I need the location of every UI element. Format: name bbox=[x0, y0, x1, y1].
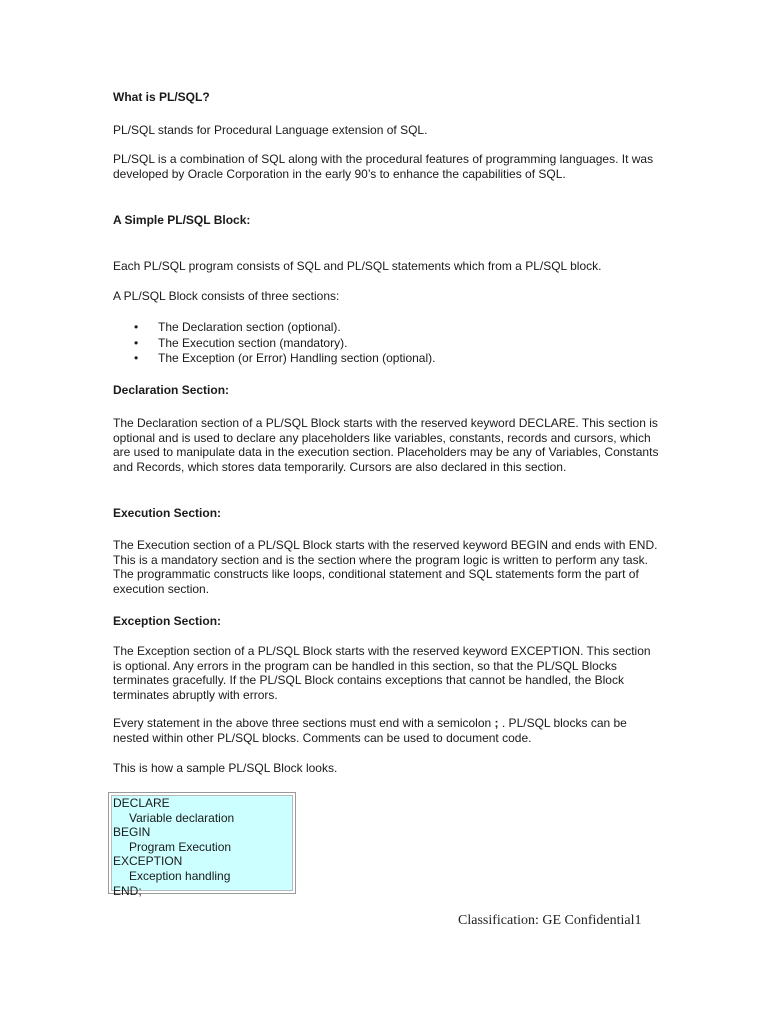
semicolon-symbol: ; bbox=[494, 716, 499, 730]
code-line-exception-handling: Exception handling bbox=[129, 868, 231, 883]
list-item-label: The Exception (or Error) Handling section (optional). bbox=[158, 351, 436, 365]
list-item-label: The Declaration section (optional). bbox=[158, 320, 341, 334]
paragraph-execution: The Execution section of a PL/SQL Block starts with the reserved keyword BEGIN and ends with END. This is a mandatory section and is the section where the program logic is written to perform any task. The programmatic constructs like loops, conditional statement and SQL statements form the part of execution section. bbox=[113, 538, 658, 596]
semicolon-text-after: . PL/SQL blocks can be nested within other PL/SQL blocks. Comments can be used to document code. bbox=[113, 716, 627, 745]
bullet-icon: • bbox=[134, 320, 139, 334]
heading-what-is-plsql: What is PL/SQL? bbox=[113, 90, 210, 104]
sections-bullet-list bbox=[113, 320, 661, 367]
code-line-program-execution: Program Execution bbox=[129, 839, 232, 854]
paragraph-declaration: The Declaration section of a PL/SQL Block starts with the reserved keyword DECLARE. This section is optional and is used to declare any placeholders like variables, constants, records and cursors, which are used to manipulate data in the execution section. Placeholders may be any of Variables, Constants and Records, which stores data temporarily. Cursors are also declared in this section. bbox=[113, 416, 659, 474]
paragraph-sample-block: This is how a sample PL/SQL Block looks. bbox=[113, 761, 338, 775]
semicolon-text-before: Every statement in the above three sections must end with a semicolon bbox=[113, 716, 492, 730]
paragraph-each-program: Each PL/SQL program consists of SQL and PL/SQL statements which from a PL/SQL block. bbox=[113, 259, 602, 273]
list-item bbox=[113, 320, 661, 336]
paragraph-exception: The Exception section of a PL/SQL Block starts with the reserved keyword EXCEPTION. This section is optional. Any errors in the program can be handled in this section, so that the PL/SQL Blocks terminates gracefully. If the PL/SQL Block contains exceptions that cannot be handled, the Block terminates abruptly with errors. bbox=[113, 644, 651, 702]
heading-exception-section: Exception Section: bbox=[113, 614, 222, 628]
footer-classification: Classification: GE Confidential1 bbox=[458, 913, 642, 928]
paragraph-plsql-stands-for: PL/SQL stands for Procedural Language extension of SQL. bbox=[113, 123, 428, 137]
code-line-variable-declaration: Variable declaration bbox=[129, 810, 235, 825]
list-item bbox=[113, 351, 661, 367]
heading-declaration-section: Declaration Section: bbox=[113, 383, 230, 397]
code-line-end: END; bbox=[113, 883, 142, 898]
paragraph-plsql-combination: PL/SQL is a combination of SQL along with the procedural features of programming languages. It was developed by Oracle Corporation in the early 90’s to enhance the capabilities of SQL. bbox=[113, 152, 654, 181]
bullet-icon: • bbox=[134, 351, 139, 365]
code-line-declare: DECLARE bbox=[113, 796, 170, 810]
bullet-icon: • bbox=[134, 335, 139, 350]
paragraph-three-sections: A PL/SQL Block consists of three sections: bbox=[113, 289, 340, 303]
code-sample-content bbox=[111, 795, 293, 898]
code-line-exception: EXCEPTION bbox=[113, 854, 183, 869]
heading-simple-plsql-block: A Simple PL/SQL Block: bbox=[113, 213, 251, 227]
code-line-begin: BEGIN bbox=[113, 825, 151, 840]
paragraph-semicolon bbox=[113, 716, 661, 745]
heading-execution-section: Execution Section: bbox=[113, 506, 222, 520]
list-item-label: The Execution section (mandatory). bbox=[158, 335, 348, 350]
code-sample-box bbox=[108, 792, 296, 898]
list-item bbox=[113, 336, 661, 352]
